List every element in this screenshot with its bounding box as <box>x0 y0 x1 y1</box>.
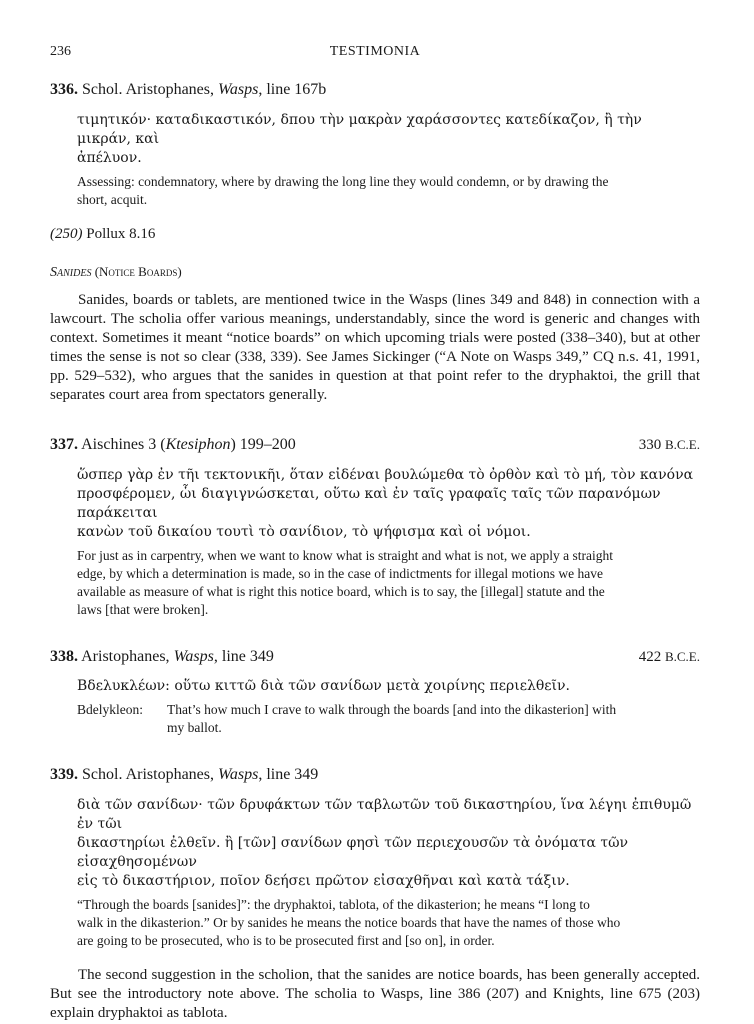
entry-336-heading <box>50 80 700 100</box>
translation-line: available as measure of what is right this notice board, which is to say, the [illegal] statute and the <box>77 584 605 599</box>
entry-number: 337. <box>50 436 78 453</box>
para-line: point refer to the dryphaktoi, the grill that separates court area from spectators generally. <box>50 368 701 403</box>
para-line: posted (338–340), but at other times the sense is not so clear (338, 339). See James Sickinger (“A <box>50 330 701 365</box>
translation-line: short, acquit. <box>77 192 148 207</box>
entry-source: Schol. Aristophanes, <box>82 766 218 783</box>
document-page <box>50 44 700 1023</box>
entry-source: Schol. Aristophanes, <box>82 81 218 98</box>
para-line: with a lawcourt. The scholia offer various meanings, understandably, since the word is generic <box>50 292 700 327</box>
speaker-row <box>77 701 700 737</box>
page-number: 236 <box>50 44 71 59</box>
para-line: Sanides, boards or tablets, are mentioned twice in the Wasps (lines 349 and 848) in connection <box>78 292 658 308</box>
entry-337-translation <box>77 547 700 619</box>
entry-line: , line 167b <box>258 81 327 98</box>
entry-number: 338. <box>50 648 78 665</box>
ref-text: Pollux 8.16 <box>82 226 156 242</box>
entry-work: Wasps <box>218 81 259 98</box>
intro-paragraph <box>50 291 700 405</box>
entry-number: 339. <box>50 766 78 783</box>
heading-term: Sanides <box>50 265 92 280</box>
entry-date <box>639 647 700 667</box>
section-heading-sanides <box>50 263 700 282</box>
cross-reference-250 <box>50 225 700 244</box>
closing-paragraph <box>50 966 700 1023</box>
para-line: accepted. But see the introductory note above. The scholia to Wasps, line 386 (207) and Knights, <box>50 967 701 1002</box>
entry-338-translation <box>77 701 700 737</box>
para-line: line 675 (203) explain dryphaktoi as tablota. <box>50 986 701 1021</box>
translation-line: are going to be prosecuted, who is to be prosecuted first and [so on], in order. <box>77 933 495 948</box>
entry-337-heading <box>50 435 700 455</box>
translation-line: edge, by which a determination is made, so in the case of indictments for illegal motions we have <box>77 566 603 581</box>
entry-339-heading <box>50 765 700 785</box>
entry-source: Aristophanes, <box>81 648 174 665</box>
para-line: The second suggestion in the scholion, that the sanides are notice boards, has been generally <box>78 967 640 983</box>
greek-line: ἀπέλυον. <box>77 150 142 166</box>
running-title: TESTIMONIA <box>329 44 421 59</box>
translation-line: For just as in carpentry, when we want to know what is straight and what is not, we apply a straight <box>77 548 614 563</box>
entry-338-greek <box>77 677 700 696</box>
date-era: B.C.E. <box>664 437 700 452</box>
translation-line: “Through the boards [sanides]”: the dryphaktoi, tablota, of the dikasterion; he means “I long to <box>77 897 590 912</box>
entry-336-greek <box>77 111 700 168</box>
entry-336-translation <box>77 173 700 209</box>
translation-line: Assessing: condemnatory, where by drawing the long line they would condemn, or by drawing the <box>77 174 609 189</box>
translation-line: laws [that were broken]. <box>77 602 209 617</box>
date-year: 422 <box>638 649 665 665</box>
entry-number: 336. <box>50 81 78 98</box>
translation-line: That’s how much I crave to walk through the boards [and into the dikasterion] with <box>167 702 617 717</box>
entry-339-translation <box>77 896 700 950</box>
running-header <box>50 44 700 64</box>
entry-line: , line 349 <box>258 766 319 783</box>
entry-line: ) 199–200 <box>230 436 296 453</box>
greek-line: εἰς τὸ δικαστήριον, ποῖον δεήσει πρῶτον εἰσαχθῆναι καὶ κατὰ τάξιν. <box>77 873 570 889</box>
heading-rest: (Notice Boards) <box>91 264 182 279</box>
greek-line: κανὼν τοῦ δικαίου τουτὶ τὸ σανίδιον, τὸ ψήφισμα καὶ οἱ νόμοι. <box>77 524 531 540</box>
entry-337-greek <box>77 466 700 542</box>
translation-line: my ballot. <box>167 720 222 735</box>
para-line: and changes with context. Sometimes it meant “notice boards” on which upcoming trials were <box>50 311 700 346</box>
entry-339-greek <box>77 796 700 891</box>
entry-work: Ktesiphon <box>165 436 231 453</box>
translation-line: walk in the dikasterion.” Or by sanides he means the notice boards that have the names of those who <box>77 915 621 930</box>
entry-work: Wasps <box>218 766 259 783</box>
date-era: B.C.E. <box>664 649 700 664</box>
entry-338-heading <box>50 647 700 667</box>
entry-source: Aischines 3 ( <box>81 436 166 453</box>
entry-line: , line 349 <box>213 648 274 665</box>
para-line: Note on Wasps 349,” CQ n.s. 41, 1991, pp. 529–532), who argues that the sanides in question at that <box>50 349 700 384</box>
greek-line: διὰ τῶν σανίδων· τῶν δρυφάκτων τῶν ταβλωτῶν τοῦ δικαστηρίου, ἵνα λέγηι ἐπιθυμῶ ἐν τῶι <box>77 797 692 832</box>
greek-line: τιμητικόν· καταδικαστικόν, δπου τὴν μακρὰν χαράσσοντες κατεδίκαζον, ἢ τὴν μικράν, καὶ <box>77 112 642 147</box>
greek-line: προσφέρομεν, ὧι διαγιγνώσκεται, οὕτω καὶ ἐν ταῖς γραφαῖς ταῖς τῶν παρανόμων παράκειται <box>77 486 661 521</box>
entry-work: Wasps <box>173 648 214 665</box>
ref-number: (250) <box>50 226 83 242</box>
date-year: 330 <box>638 437 665 453</box>
speaker-text <box>167 701 700 737</box>
entry-date <box>639 435 700 455</box>
greek-line: Βδελυκλέων: οὕτω κιττῶ διὰ τῶν σανίδων μετὰ χοιρίνης περιελθεῖν. <box>77 678 570 694</box>
speaker-name: Bdelykleon: <box>77 702 143 717</box>
greek-line: ὥσπερ γὰρ ἐν τῆι τεκτονικῆι, ὅταν εἰδέναι βουλώμεθα τὸ ὀρθὸν καὶ τὸ μή, τὸν κανόνα <box>77 467 694 483</box>
greek-line: δικαστηρίωι ἐλθεῖν. ἢ [τῶν] σανίδων φησὶ τῶν περιεχουσῶν τὰ ὀνόματα τῶν εἰσαχθησομένων <box>77 835 629 870</box>
